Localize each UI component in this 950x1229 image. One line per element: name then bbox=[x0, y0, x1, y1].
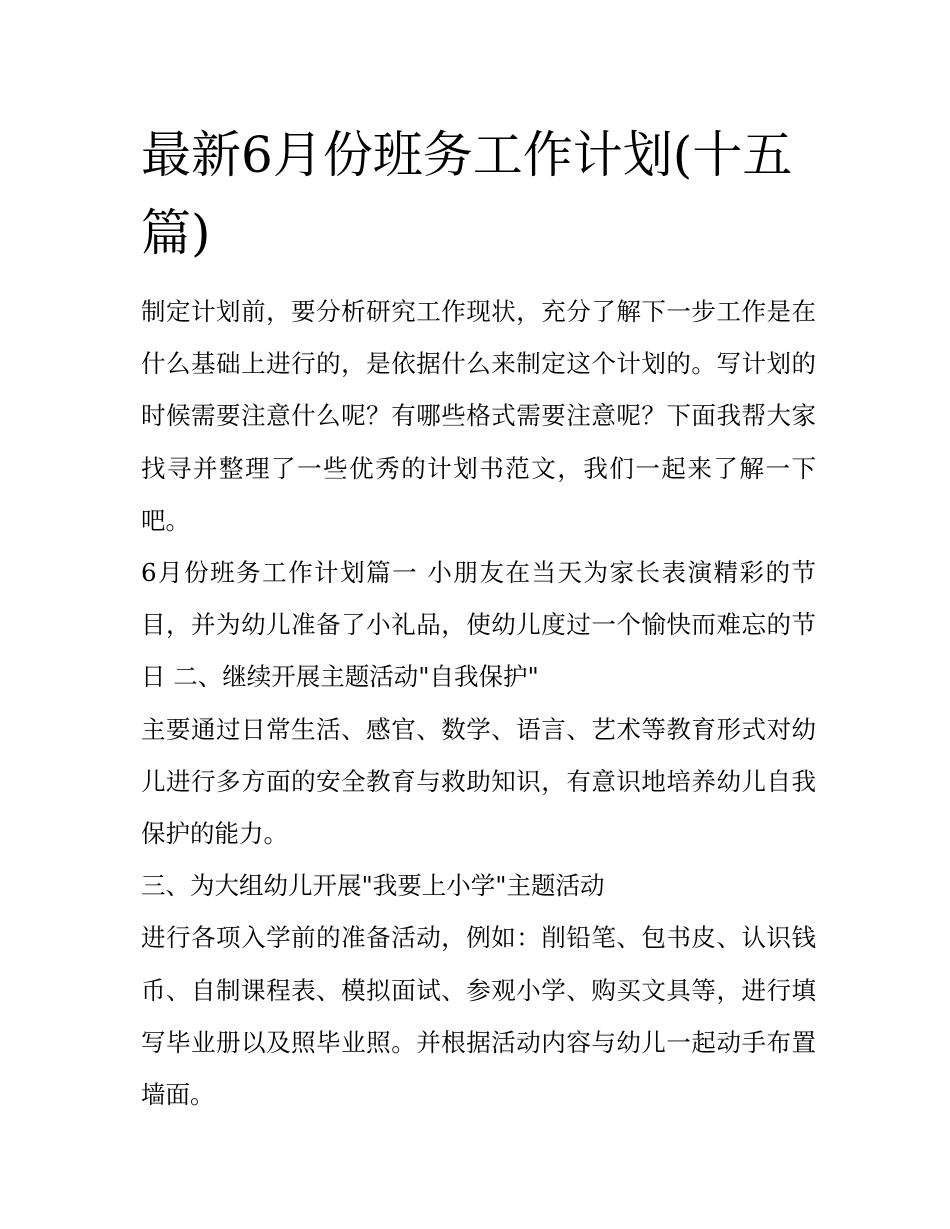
document-body bbox=[141, 116, 816, 1121]
document-title: 最新6月份班务工作计划(十五篇) bbox=[141, 126, 793, 262]
paragraph-safety-education: 主要通过日常生活、感官、数学、语言、艺术等教育形式对幼儿进行多方面的安全教育与救助知识，有意识地培养幼儿自我保护的能力。 bbox=[141, 714, 816, 849]
paragraph-section-three-heading: 三、为大组幼儿开展"我要上小学"主题活动 bbox=[141, 871, 605, 901]
paragraph-plan-one: 6月份班务工作计划篇一 小朋友在当天为家长表演精彩的节目，并为幼儿准备了小礼品，使幼儿度过一个愉快而难忘的节日 二、继续开展主题活动"自我保护" bbox=[141, 558, 816, 692]
paragraph-intro: 制定计划前，要分析研究工作现状，充分了解下一步工作是在什么基础上进行的，是依据什么来制定这个计划的。写计划的时候需要注意什么呢？有哪些格式需要注意呢？下面我帮大家找寻并整理了一些优秀的计划书范文，我们一起来了解一下吧。 bbox=[141, 297, 816, 535]
paragraph-school-preparation: 进行各项入学前的准备活动，例如：削铅笔、包书皮、认识钱币、自制课程表、模拟面试、参观小学、购买文具等，进行填写毕业册以及照毕业照。并根据活动内容与幼儿一起动手布置墙面。 bbox=[141, 923, 816, 1110]
